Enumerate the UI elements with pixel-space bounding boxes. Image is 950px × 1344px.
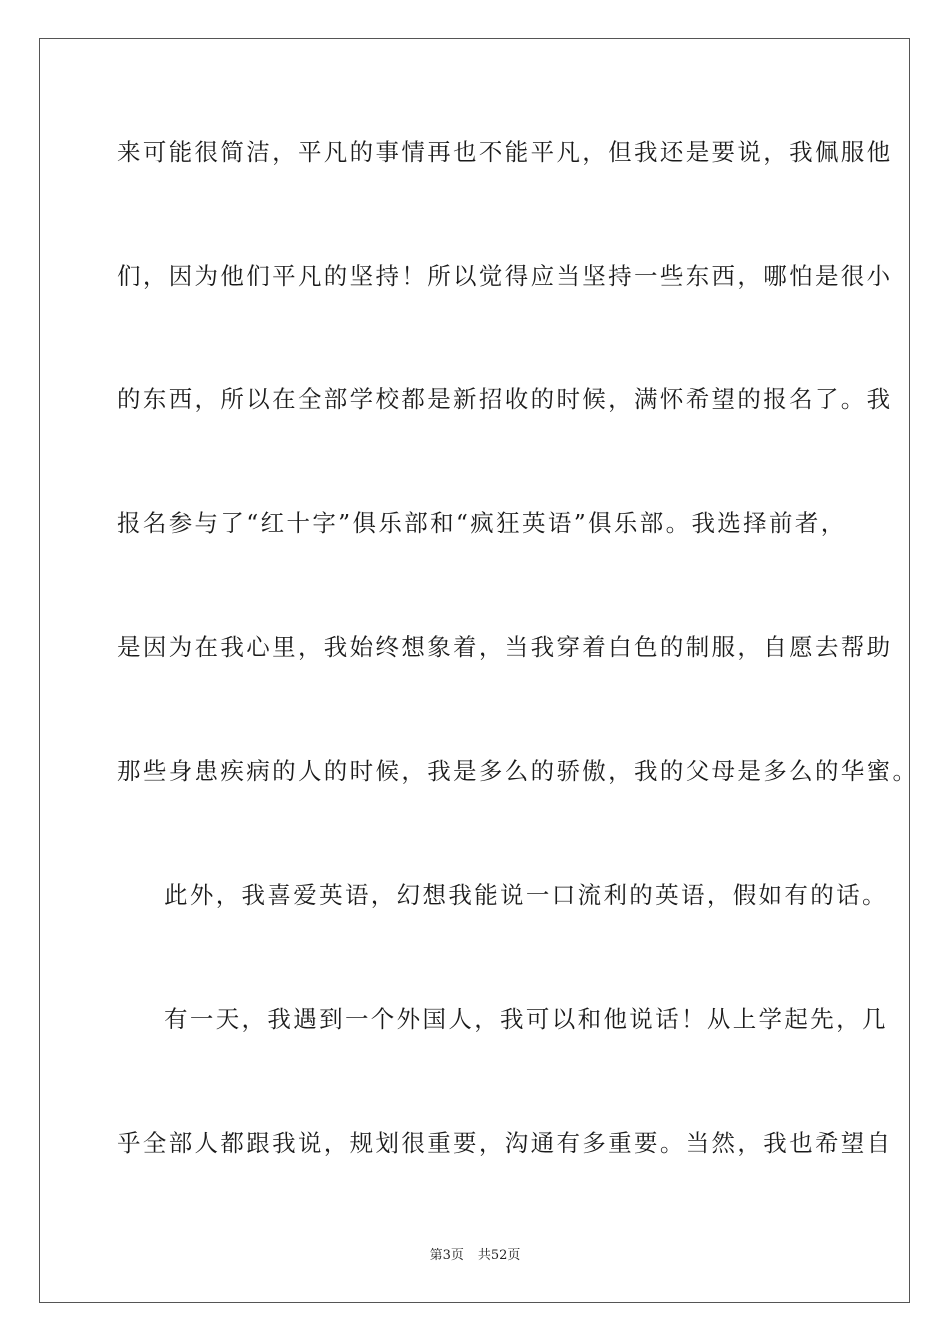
total-pages: 共52页 xyxy=(477,1248,521,1263)
body-text-line: 来可能很简洁，平凡的事情再也不能平凡，但我还是要说，我佩服他 xyxy=(117,138,893,166)
page-footer xyxy=(0,1247,950,1265)
body-text-line: 那些身患疾病的人的时候，我是多么的骄傲，我的父母是多么的华蜜。 xyxy=(117,757,919,785)
body-text-line: 有一天，我遇到一个外国人，我可以和他说话！从上学起先，几 xyxy=(164,1005,888,1033)
page-border xyxy=(39,38,919,1303)
body-text-line: 此外，我喜爱英语，幻想我能说一口流利的英语，假如有的话。 xyxy=(164,881,888,909)
body-text-line: 们，因为他们平凡的坚持！所以觉得应当坚持一些东西，哪怕是很小 xyxy=(117,262,893,290)
body-text-line: 乎全部人都跟我说，规划很重要，沟通有多重要。当然，我也希望自 xyxy=(117,1129,893,1157)
body-text-line: 是因为在我心里，我始终想象着，当我穿着白色的制服，自愿去帮助 xyxy=(117,633,893,661)
body-text-line: 报名参与了“红十字”俱乐部和“疯狂英语”俱乐部。我选择前者， xyxy=(117,509,847,537)
body-text-line: 的东西，所以在全部学校都是新招收的时候，满怀希望的报名了。我 xyxy=(117,385,893,413)
page-number: 第3页 xyxy=(429,1248,464,1263)
